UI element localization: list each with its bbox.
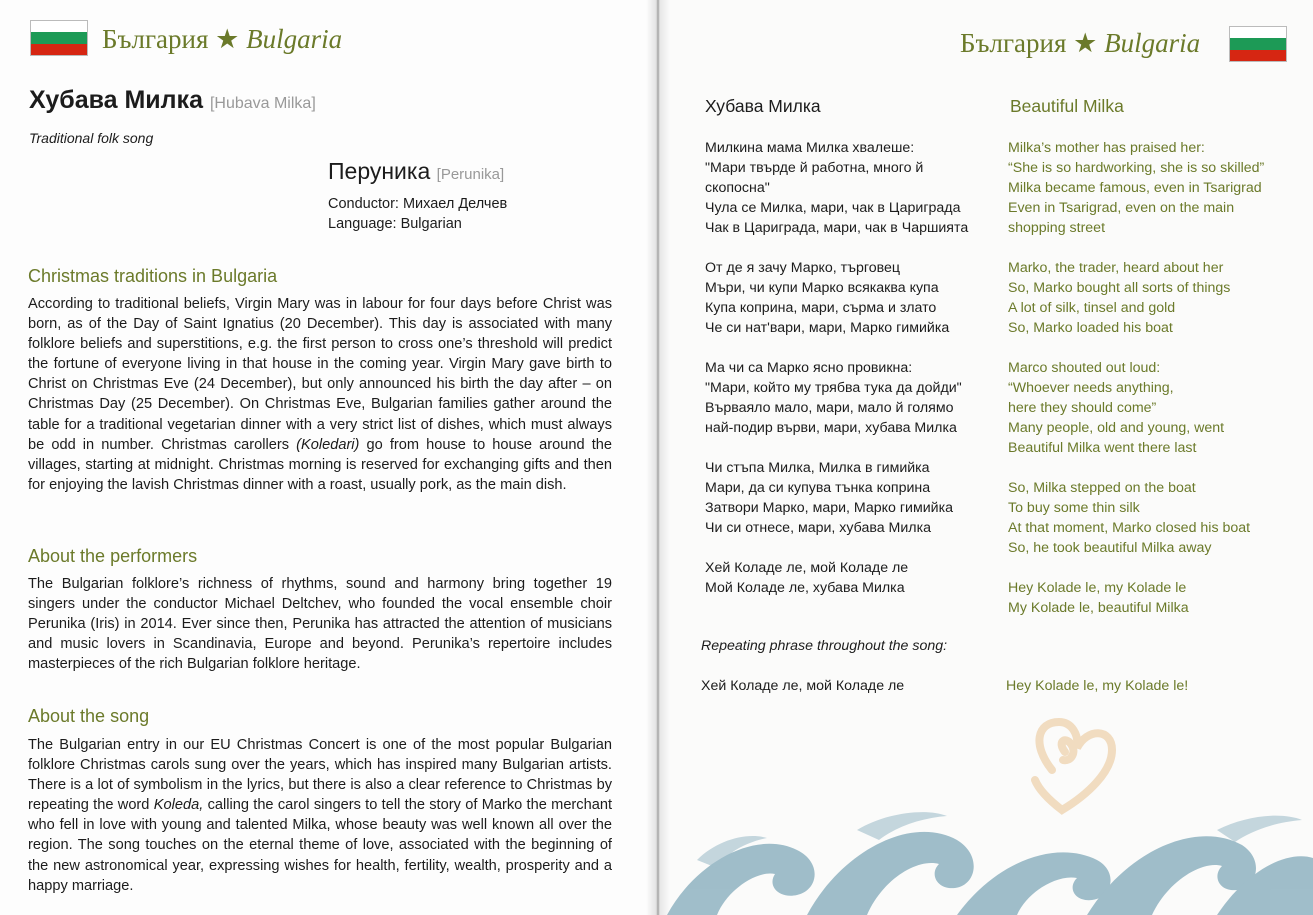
book-fold: [646, 0, 670, 915]
lyrics-title-bulgarian: Хубава Милка: [705, 96, 821, 116]
lyric-line: “Whoever needs anything,: [1008, 380, 1174, 396]
lyrics-bulgarian: [705, 138, 1005, 598]
repeat-phrase-label: Repeating phrase throughout the song:: [701, 638, 948, 654]
traditions-text-b: go from house to house around the villages, starting at midnight. Christmas morning is reserved for exchanging gifts and then for enjoying the lavish Christmas dinner with a roast, usually pork, as the main dish.: [28, 436, 612, 493]
section-text-performers: The Bulgarian folklore’s richness of rhythms, sound and harmony bring together 19 singers under the conductor Michael Deltchev, who founded the vocal ensemble choir Perunika (Iris) in 2014. Ever since then, Perunika has attracted the attention of musicians and music lovers in Scandinavia, Europe and beyond. Perunika’s repertoire includes masterpieces of the rich Bulgarian folklore heritage.: [28, 576, 612, 673]
lyrics-english: [1008, 138, 1298, 618]
choir-name: [328, 158, 504, 185]
lyrics-title-english: Beautiful Milka: [1010, 96, 1124, 116]
conductor-line: Conductor: Михаел Делчев: [328, 196, 508, 212]
lyric-line: Милкина мама Милка хвалеше:: [705, 140, 915, 156]
lyric-line: Beautiful Milka went there last: [1008, 440, 1197, 456]
lyric-line: Затвори Марко, мари, Марко гимийка: [705, 500, 953, 516]
lyric-line: Чи си отнесе, мари, хубава Милка: [705, 520, 931, 536]
lyric-line: [1008, 238, 1298, 258]
song-title-transliteration: [Hubava Milka]: [209, 95, 316, 112]
lyric-line: [1008, 558, 1298, 578]
lyric-line: Milka became famous, even in Tsarigrad: [1008, 180, 1262, 196]
bulgarian-flag-icon-right: [1229, 26, 1287, 62]
song-italic: Koleda,: [153, 797, 204, 814]
section-heading-performers: About the performers: [28, 546, 198, 566]
lyric-line: Мари, да си купува тънка коприна: [705, 480, 931, 496]
lyric-line: Marco shouted out loud:: [1008, 360, 1161, 376]
lyric-line: So, Milka stepped on the boat: [1008, 480, 1196, 496]
lyric-line: A lot of silk, tinsel and gold: [1008, 300, 1176, 316]
lyric-line: shopping street: [1008, 220, 1106, 236]
lyric-line: So, he took beautiful Milka away: [1008, 540, 1212, 556]
repeat-phrase-english: Hey Kolade le, my Kolade le!: [1006, 678, 1189, 694]
lyric-line: [705, 338, 1005, 358]
lyric-line: [705, 438, 1005, 458]
lyric-line: here they should come”: [1008, 400, 1157, 416]
language-line: Language: Bulgarian: [328, 216, 462, 232]
country-name-cyrillic: България: [102, 24, 209, 54]
lyric-line: От де я зачу Марко, търговец: [705, 260, 901, 276]
country-heading-right: [960, 28, 1200, 59]
section-text-song: [28, 735, 612, 896]
song-text-a: The Bulgarian entry in our EU Christmas Concert is one of the most popular Bulgarian folklore Christmas carols sung over the years, which has inspired many Bulgarian artists. There is a lot of symbolism in the lyrics, but there is also a clear reference to Christmas by repeating the word: [28, 737, 612, 814]
lyric-line: Even in Tsarigrad, even on the main: [1008, 200, 1235, 216]
lyric-line: "Мари, който му трябва тука да дойди": [705, 380, 962, 396]
lyric-line: скопосна": [705, 180, 770, 196]
lyric-line: To buy some thin silk: [1008, 500, 1140, 516]
song-title-text: Хубава Милка: [29, 86, 203, 114]
section-heading-song: About the song: [28, 706, 150, 726]
lyric-line: Хей Коладе ле, мой Коладе ле: [705, 560, 909, 576]
lyric-line: Чак в Цариграда, мари, чак в Чаршията: [705, 220, 969, 236]
song-title: [29, 86, 316, 115]
star-icon: ★: [215, 24, 240, 54]
country-heading: [102, 24, 342, 55]
lyric-line: [705, 238, 1005, 258]
lyric-line: Hey Kolade le, my Kolade le: [1008, 580, 1187, 596]
bulgarian-flag-icon: [30, 20, 88, 56]
repeat-phrase-bulgarian: Хей Коладе ле, мой Коладе ле: [701, 678, 905, 694]
lyric-line: My Kolade le, beautiful Milka: [1008, 600, 1189, 616]
country-name-cyrillic-right: България: [960, 28, 1067, 58]
lyric-line: So, Marko loaded his boat: [1008, 320, 1173, 336]
lyric-line: [1008, 338, 1298, 358]
lyric-line: най-подир върви, мари, хубава Милка: [705, 420, 957, 436]
choir-name-text: Перуника: [328, 158, 431, 184]
lyric-line: Чула се Милка, мари, чак в Цариграда: [705, 200, 961, 216]
lyric-line: Чи стъпа Милка, Милка в гимийка: [705, 460, 930, 476]
lyric-line: “She is so hardworking, she is so skilled”: [1008, 160, 1265, 176]
lyric-line: At that moment, Marko closed his boat: [1008, 520, 1251, 536]
lyric-line: Мой Коладе ле, хубава Милка: [705, 580, 905, 596]
traditions-italic: (Koledari): [296, 436, 360, 453]
lyric-line: Купа коприна, мари, сърма и злато: [705, 300, 937, 316]
heart-ornament-icon: [1035, 722, 1112, 810]
lyric-line: [1008, 458, 1298, 478]
lyric-line: Ма чи са Марко ясно провикна:: [705, 360, 913, 376]
song-subtitle: Traditional folk song: [29, 130, 154, 146]
lyric-line: Many people, old and young, went: [1008, 420, 1225, 436]
lyric-line: Мъри, чи купи Марко всякаква купа: [705, 280, 939, 296]
star-icon-right: ★: [1073, 28, 1098, 58]
lyric-line: Върваяло мало, мари, мало й голямо: [705, 400, 954, 416]
song-text-b: calling the carol singers to tell the story of Marko the merchant who fell in love with young and talented Milka, whose beauty was well known all over the region. The song touches on the eternal theme of love, associated with the beginning of the new astronomical year, expressing wishes for health, fertility, wealth, prosperity and a happy marriage.: [28, 797, 612, 894]
lyric-line: "Мари твърде й работна, много й: [705, 160, 924, 176]
lyric-line: So, Marko bought all sorts of things: [1008, 280, 1231, 296]
country-name-latin: Bulgaria: [246, 24, 343, 54]
choir-transliteration: [Perunika]: [436, 166, 505, 183]
lyric-line: [705, 538, 1005, 558]
lyric-line: Milka’s mother has praised her:: [1008, 140, 1205, 156]
lyric-line: Marko, the trader, heard about her: [1008, 260, 1224, 276]
section-text-traditions: [28, 294, 612, 495]
traditions-text-a: According to traditional beliefs, Virgin Mary was in labour for four days before Christ was born, as of the Day of Saint Ignatius (20 December). This day is associated with many folklore beliefs and superstitions, e.g. the first person to cross one’s threshold will predict the fortune of everyone living in that house in the coming year. Virgin Mary gave birth to Christ on Christmas Eve (24 December), but only announced his birth the day after – on Christmas Day (25 December). On Christmas Eve, Bulgarian families gather around the table for a traditional vegetarian dinner with a very strict list of dishes, which must always be odd in number. Christmas carollers: [28, 296, 612, 453]
country-name-latin-right: Bulgaria: [1104, 28, 1201, 58]
section-heading-traditions: Christmas traditions in Bulgaria: [28, 266, 278, 286]
lyric-line: Че си нат'вари, мари, Марко гимийка: [705, 320, 950, 336]
